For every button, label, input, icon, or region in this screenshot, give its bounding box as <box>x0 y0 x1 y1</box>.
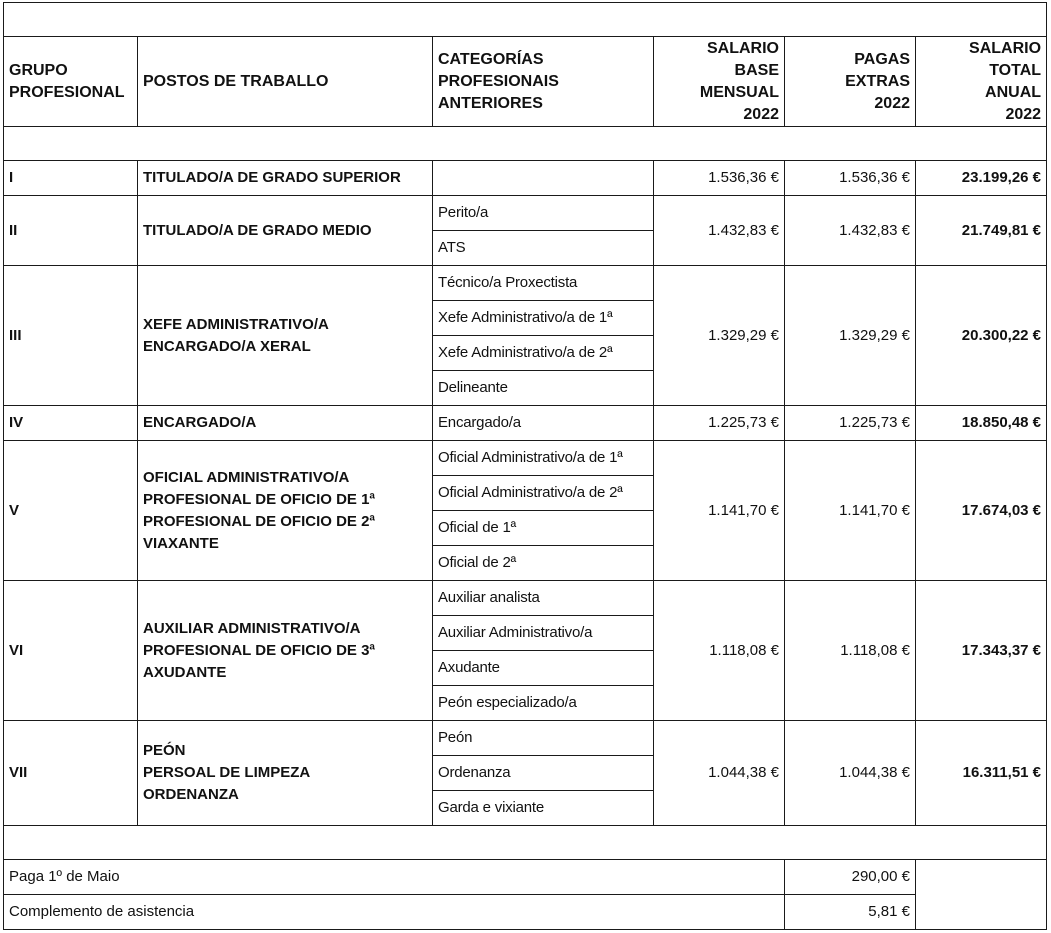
category-cell: Encargado/a <box>433 406 654 441</box>
category-cell: Oficial Administrativo/a de 2ª <box>433 476 654 511</box>
extra-pay-cell: 1.432,83 € <box>785 196 916 266</box>
category-cell: Oficial de 1ª <box>433 511 654 546</box>
extra-pay-cell: 1.536,36 € <box>785 161 916 196</box>
category-cell <box>433 161 654 196</box>
group-cell: II <box>4 196 138 266</box>
category-cell: Axudante <box>433 651 654 686</box>
group-cell: IV <box>4 406 138 441</box>
annual-total-cell: 17.343,37 € <box>916 581 1047 721</box>
header-salario-base: SALARIO BASE MENSUAL 2022 <box>654 37 785 127</box>
extra-label-cell: Paga 1º de Maio <box>4 860 785 895</box>
extra-value-cell: 5,81 € <box>785 895 916 930</box>
annual-total-cell: 23.199,26 € <box>916 161 1047 196</box>
post-cell: ENCARGADO/A <box>138 406 433 441</box>
top-spacer-row <box>4 3 1047 37</box>
group-cell: III <box>4 266 138 406</box>
category-cell: Perito/a <box>433 196 654 231</box>
extra-pay-cell: 1.118,08 € <box>785 581 916 721</box>
base-salary-cell: 1.536,36 € <box>654 161 785 196</box>
base-salary-cell: 1.329,29 € <box>654 266 785 406</box>
extra-value-cell: 290,00 € <box>785 860 916 895</box>
group-cell: I <box>4 161 138 196</box>
header-postos: POSTOS DE TRABALLO <box>138 37 433 127</box>
base-salary-cell: 1.044,38 € <box>654 721 785 826</box>
table-row <box>4 721 1047 756</box>
post-cell: OFICIAL ADMINISTRATIVO/A PROFESIONAL DE OFICIO DE 1ª PROFESIONAL DE OFICIO DE 2ª VIAXANTE <box>138 441 433 581</box>
header-spacer-row <box>4 127 1047 161</box>
table-row <box>4 441 1047 476</box>
category-cell: Auxiliar analista <box>433 581 654 616</box>
table-row <box>4 581 1047 616</box>
table-row <box>4 161 1047 196</box>
category-cell: Ordenanza <box>433 756 654 791</box>
post-cell: XEFE ADMINISTRATIVO/A ENCARGADO/A XERAL <box>138 266 433 406</box>
header-pagas-extras: PAGAS EXTRAS 2022 <box>785 37 916 127</box>
category-cell: Técnico/a Proxectista <box>433 266 654 301</box>
category-cell: Peón especializado/a <box>433 686 654 721</box>
extra-row <box>4 860 1047 895</box>
group-cell: VII <box>4 721 138 826</box>
header-row <box>4 37 1047 127</box>
base-salary-cell: 1.118,08 € <box>654 581 785 721</box>
annual-total-cell: 20.300,22 € <box>916 266 1047 406</box>
table-row <box>4 196 1047 231</box>
annual-total-cell: 17.674,03 € <box>916 441 1047 581</box>
category-cell: Oficial Administrativo/a de 1ª <box>433 441 654 476</box>
header-grupo: GRUPO PROFESIONAL <box>4 37 138 127</box>
annual-total-cell: 16.311,51 € <box>916 721 1047 826</box>
category-cell: Peón <box>433 721 654 756</box>
extra-pay-cell: 1.225,73 € <box>785 406 916 441</box>
base-salary-cell: 1.141,70 € <box>654 441 785 581</box>
post-cell: TITULADO/A DE GRADO SUPERIOR <box>138 161 433 196</box>
post-cell: AUXILIAR ADMINISTRATIVO/A PROFESIONAL DE OFICIO DE 3ª AXUDANTE <box>138 581 433 721</box>
category-cell: ATS <box>433 231 654 266</box>
extra-label-cell: Complemento de asistencia <box>4 895 785 930</box>
extra-pay-cell: 1.044,38 € <box>785 721 916 826</box>
annual-total-cell: 18.850,48 € <box>916 406 1047 441</box>
category-cell: Delineante <box>433 371 654 406</box>
category-cell: Garda e vixiante <box>433 791 654 826</box>
base-salary-cell: 1.225,73 € <box>654 406 785 441</box>
annual-total-cell: 21.749,81 € <box>916 196 1047 266</box>
post-cell: TITULADO/A DE GRADO MEDIO <box>138 196 433 266</box>
extra-pay-cell: 1.141,70 € <box>785 441 916 581</box>
category-cell: Xefe Administrativo/a de 1ª <box>433 301 654 336</box>
table-row <box>4 406 1047 441</box>
category-cell: Auxiliar Administrativo/a <box>433 616 654 651</box>
base-salary-cell: 1.432,83 € <box>654 196 785 266</box>
group-cell: V <box>4 441 138 581</box>
table-row <box>4 266 1047 301</box>
header-salario-total: SALARIO TOTAL ANUAL 2022 <box>916 37 1047 127</box>
category-cell: Xefe Administrativo/a de 2ª <box>433 336 654 371</box>
bottom-spacer-row <box>4 826 1047 860</box>
empty-cell <box>916 860 1047 930</box>
header-categorias: CATEGORÍAS PROFESIONAIS ANTERIORES <box>433 37 654 127</box>
extra-row <box>4 895 1047 930</box>
salary-table <box>3 2 1047 930</box>
group-cell: VI <box>4 581 138 721</box>
category-cell: Oficial de 2ª <box>433 546 654 581</box>
post-cell: PEÓN PERSOAL DE LIMPEZA ORDENANZA <box>138 721 433 826</box>
extra-pay-cell: 1.329,29 € <box>785 266 916 406</box>
